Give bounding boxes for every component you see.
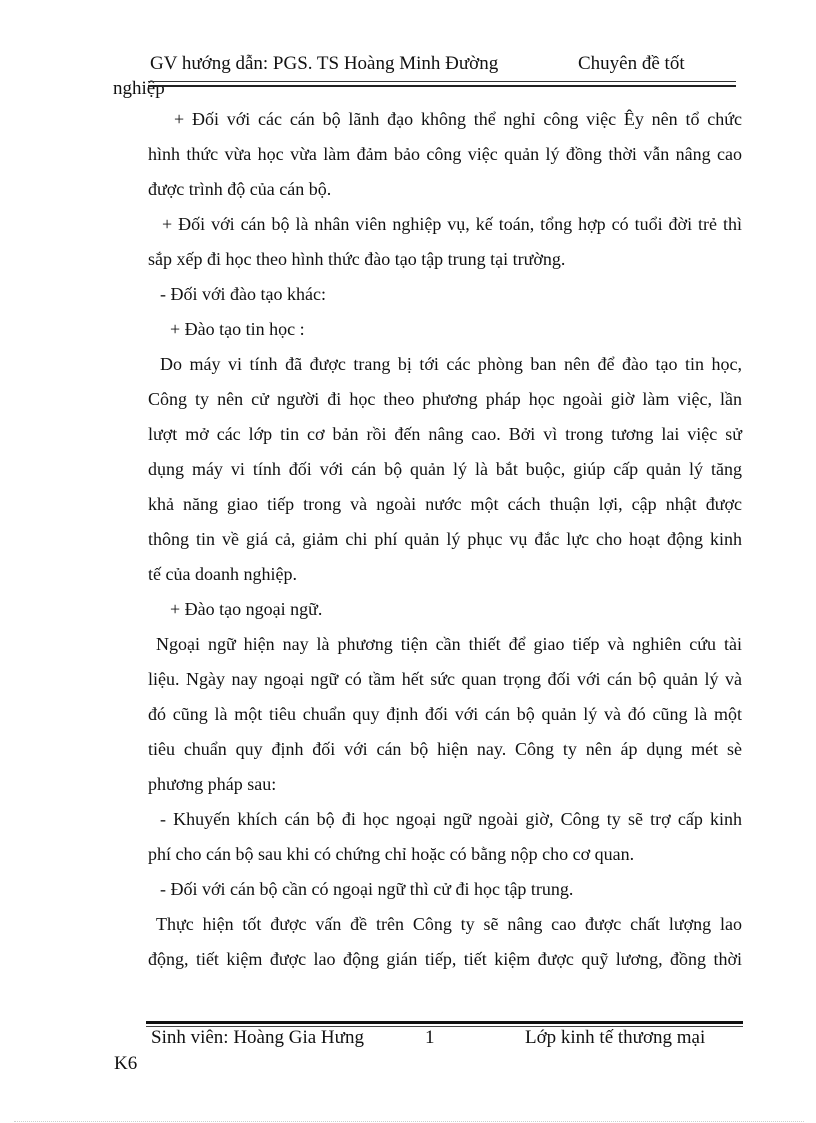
page-edge-divider <box>14 1121 804 1122</box>
paragraph-line: sắp xếp đi học theo hình thức đào tạo tập trung tại trường. <box>148 249 566 269</box>
paragraph-line: + Đối với các cán bộ lãnh đạo không thể nghỉ công việc Êy nên tổ chức <box>174 109 742 129</box>
paragraph-line: Công ty nên cử người đi học theo phương pháp học ngoài giờ làm việc, lần <box>148 389 742 409</box>
paragraph-line: tiêu chuẩn quy định đối với cán bộ hiện nay. Công ty nên áp dụng mét sè <box>148 739 742 759</box>
header-divider-thin <box>148 81 736 82</box>
body-text <box>148 102 742 977</box>
page-header <box>0 0 816 110</box>
paragraph-line: + Đối với cán bộ là nhân viên nghiệp vụ, kế toán, tổng hợp có tuổi đời trẻ thì <box>162 214 742 234</box>
paragraph-line: Thực hiện tốt được vấn đề trên Công ty sẽ nâng cao được chất lượng lao <box>156 914 742 934</box>
paragraph-line: thông tin về giá cả, giảm chi phí quản lý phục vụ đắc lực cho hoạt động kinh <box>148 529 742 549</box>
paragraph-line: khả năng giao tiếp trong và ngoài nước một cách thuận lợi, cập nhật được <box>148 494 742 514</box>
paragraph-line: phương pháp sau: <box>148 774 277 794</box>
paragraph-line: được trình độ của cán bộ. <box>148 179 332 199</box>
paragraph-line: tế của doanh nghiệp. <box>148 564 297 584</box>
paragraph-line: - Đối với cán bộ cần có ngoại ngữ thì cử đi học tập trung. <box>160 879 574 899</box>
footer-divider <box>146 1021 743 1024</box>
paragraph-line: + Đào tạo ngoại ngữ. <box>170 599 323 619</box>
footer-class: Lớp kinh tế thương mại <box>525 1027 706 1048</box>
footer-class-wrap: K6 <box>114 1053 138 1074</box>
paragraph-line: Do máy vi tính đã được trang bị tới các phòng ban nên để đào tạo tin học, <box>160 354 742 374</box>
header-divider <box>148 85 736 87</box>
paragraph-line: lượt mở các lớp tin cơ bản rồi đến nâng cao. Bởi vì trong tương lai việc sử <box>148 424 742 444</box>
paragraph-line: Ngoại ngữ hiện nay là phương tiện cần thiết để giao tiếp và nghiên cứu tài <box>156 634 742 654</box>
page-number: 1 <box>425 1027 435 1048</box>
header-topic: Chuyên đề tốt <box>578 53 685 74</box>
paragraph-line: hình thức vừa học vừa làm đảm bảo công việc quản lý đồng thời vẫn nâng cao <box>148 144 742 164</box>
paragraph-line: liệu. Ngày nay ngoại ngữ có tầm hết sức quan trọng đối với cán bộ quản lý và <box>148 669 742 689</box>
paragraph-line: + Đào tạo tin học : <box>170 319 305 339</box>
header-topic-wrap: nghiệp <box>113 78 165 99</box>
header-advisor: GV hướng dẫn: PGS. TS Hoàng Minh Đường <box>150 53 499 74</box>
paragraph-line: dụng máy vi tính đối với cán bộ quản lý là bắt buộc, giúp cấp quản lý tăng <box>148 459 742 479</box>
paragraph-line: động, tiết kiệm được lao động gián tiếp, tiết kiệm được quỹ lương, đồng thời <box>148 949 742 969</box>
paragraph-line: - Khuyến khích cán bộ đi học ngoại ngữ ngoài giờ, Công ty sẽ trợ cấp kinh <box>160 809 742 829</box>
paragraph-line: phí cho cán bộ sau khi có chứng chỉ hoặc có bằng nộp cho cơ quan. <box>148 844 635 864</box>
paragraph-line: đó cũng là một tiêu chuẩn quy định đối với cán bộ quản lý và đó cũng là một <box>148 704 742 724</box>
footer-student: Sinh viên: Hoàng Gia Hưng <box>151 1027 364 1048</box>
paragraph-line: - Đối với đào tạo khác: <box>160 284 326 304</box>
